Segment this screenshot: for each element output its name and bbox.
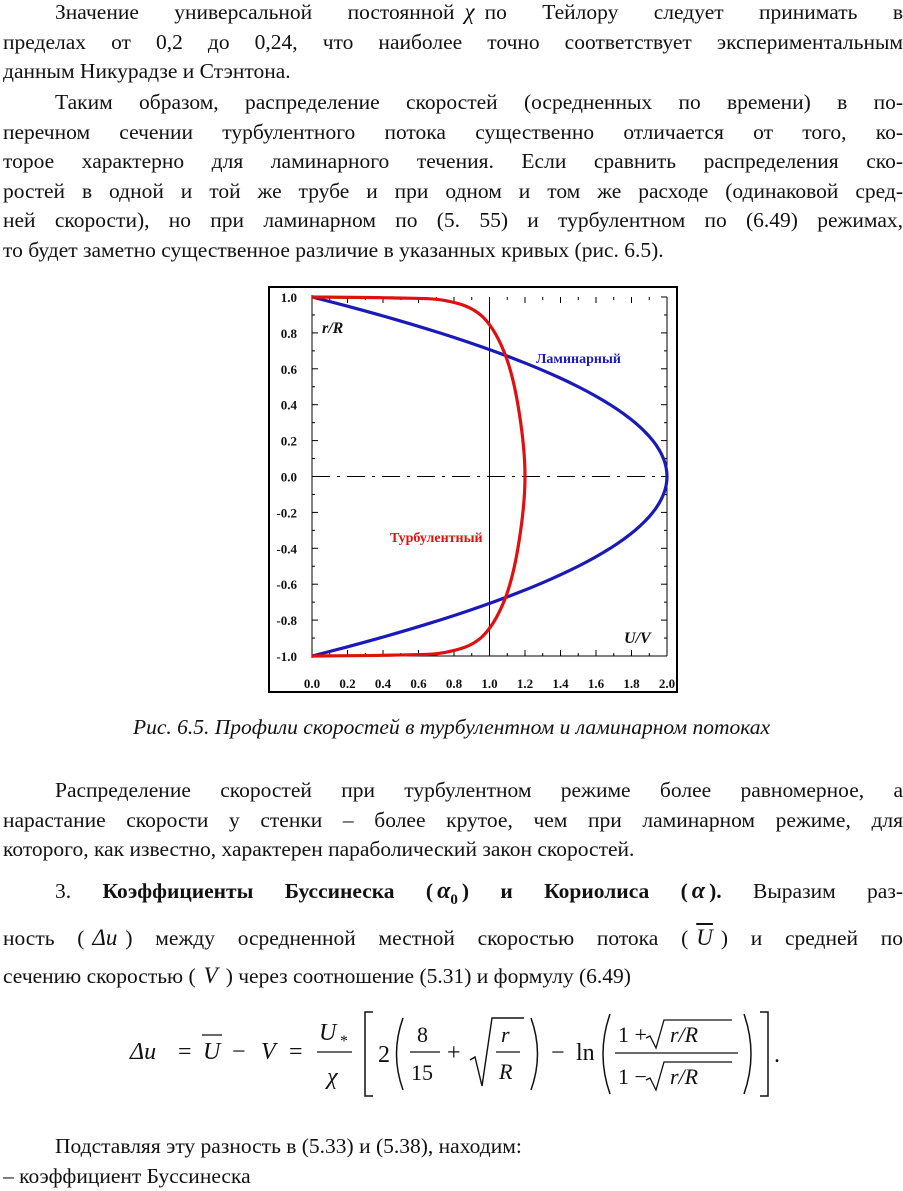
formula-ln: ln (576, 1040, 595, 1066)
formula-d15: 15 (411, 1060, 433, 1085)
x-tick-label: 0.0 (304, 676, 320, 691)
paragraph-2-line-5: ней скорости), но при ламинарном по (5. 55) и турбулентном по (6.49) режимах, (3, 206, 903, 236)
formula-r-over-R-2: r/R (670, 1064, 699, 1089)
y-tick-label: -1.0 (276, 649, 297, 664)
delta-u-symbol: Δu (92, 925, 117, 950)
paragraph-2-line-3: торое характерно для ламинарного течения. Если сравнить распределения ско- (3, 147, 903, 177)
formula-one-plus: 1 + (618, 1022, 647, 1047)
paragraph-4-line-1: 3. Коэффициенты Буссинеска ( $\alpha_0$ ) и Кориолиса ( α ). Выразим раз- (3, 873, 903, 919)
figure-caption: Рис. 6.5. Профили скоростей в турбулентном и ламинарном потоках (0, 712, 903, 742)
formula-n8: 8 (417, 1022, 428, 1047)
formula-delta-u: Δu (129, 1039, 156, 1065)
paragraph-5-line-1: Подставляя эту разность в (5.33) и (5.38), находим: (3, 1132, 903, 1162)
alpha-symbol: α (692, 878, 705, 904)
paragraph-2-line-2: перечном сечении турбулентного потока существенно отличается от того, ко- (3, 118, 903, 148)
paragraph-4 (3, 873, 903, 995)
formula-dot: . (774, 1042, 780, 1068)
v-symbol: V (204, 963, 218, 988)
legend-laminar: Ламинарный (536, 352, 621, 367)
x-tick-label: 1.6 (588, 676, 605, 691)
formula-one-minus: 1 − (618, 1064, 647, 1089)
formula-eq-1: = (178, 1039, 192, 1065)
x-tick-label: 1.0 (481, 676, 497, 691)
paragraph-1-line-1: Значение универсальной постоянной χ по Тейлору следует принимать в (3, 0, 903, 28)
legend-turbulent: Турбулентный (390, 531, 483, 546)
paragraph-5 (3, 1132, 903, 1191)
paragraph-1 (3, 0, 903, 87)
formula-chi: χ (325, 1064, 339, 1090)
x-tick-label: 0.4 (375, 676, 392, 691)
x-tick-label: 0.2 (339, 676, 355, 691)
y-tick-label: -0.4 (276, 541, 297, 556)
paragraph-1-line-3: данным Никурадзе и Стэнтона. (3, 57, 903, 87)
alpha0-symbol: $\alpha_0$ (437, 878, 458, 904)
formula-paren-right-2 (744, 1014, 751, 1094)
paragraph-4-line-2: ность ( Δu ) между осредненной местной скоростью потока ( $\overline{U}$ ) и средней по (3, 919, 903, 957)
velocity-profile-chart (260, 283, 684, 696)
paragraph-3-line-3: которого, как известно, характерен параболический закон скоростей. (3, 835, 903, 865)
chi-symbol: χ (465, 0, 475, 24)
x-tick-label: 0.8 (446, 676, 463, 691)
formula-paren-left-2 (603, 1014, 610, 1094)
paragraph-2-line-6: то будет заметно существенное различие в указанных кривых (рис. 6.5). (3, 236, 903, 266)
formula-r-1: r (501, 1022, 510, 1047)
paragraph-3-line-2: нарастание скорости у стенки – более крутое, чем при ламинарном режиме, для (3, 806, 903, 836)
formula-bracket-right (760, 1012, 768, 1096)
y-tick-label: -0.6 (276, 577, 297, 592)
formula-minus-1: − (232, 1039, 246, 1065)
formula-minus-2: − (551, 1040, 565, 1066)
formula-u-bar: U (203, 1039, 222, 1065)
formula-R-1: R (498, 1059, 513, 1084)
y-tick-label: -0.2 (276, 505, 297, 520)
paragraph-2 (3, 88, 903, 265)
formula-v: V (261, 1039, 278, 1065)
paragraph-3 (3, 776, 903, 865)
formula-plus-1: + (447, 1040, 461, 1066)
paragraph-4-line-3: сечению скоростью ( V ) через соотношение (5.31) и формулу (6.49) (3, 957, 903, 995)
x-tick-label: 0.6 (410, 676, 427, 691)
x-axis-label: U/V (624, 630, 652, 647)
x-tick-label: 2.0 (659, 676, 675, 691)
y-tick-label: 0.0 (281, 470, 297, 485)
y-tick-label: 0.4 (281, 398, 298, 413)
formula-paren-right-1 (531, 1018, 538, 1090)
formula-paren-left-1 (397, 1018, 404, 1090)
y-tick-label: 0.6 (281, 362, 298, 377)
paragraph-2-line-4: ростей в одной и той же трубе и при одном и том же расходе (одинаковой сред- (3, 177, 903, 207)
formula-r-over-R-1: r/R (670, 1022, 699, 1047)
paragraph-3-line-1: Распределение скоростей при турбулентном режиме более равномерное, а (3, 776, 903, 806)
paragraph-1-line-2: пределах от 0,2 до 0,24, что наиболее точно соответствует экспериментальным (3, 28, 903, 58)
formula-eq-2: = (289, 1039, 303, 1065)
formula-two: 2 (378, 1042, 390, 1068)
y-tick-label: -0.8 (276, 613, 297, 628)
x-tick-label: 1.8 (623, 676, 640, 691)
y-tick-label: 0.2 (281, 434, 297, 449)
paragraph-2-line-1: Таким образом, распределение скоростей (осредненных по времени) в по- (3, 88, 903, 118)
velocity-difference-formula (0, 1000, 903, 1110)
y-axis-label: r/R (322, 320, 344, 337)
formula-u-star: U (319, 1020, 338, 1046)
chart-frame (269, 287, 677, 692)
formula-star: * (340, 1033, 348, 1050)
x-tick-label: 1.2 (517, 676, 533, 691)
formula-bracket-left (365, 1012, 373, 1096)
y-tick-label: 1.0 (281, 290, 297, 305)
x-tick-label: 1.4 (552, 676, 569, 691)
paragraph-5-line-2: – коэффициент Буссинеска (3, 1162, 903, 1191)
y-tick-label: 0.8 (281, 326, 298, 341)
u-bar-symbol: $\overline{U}$ (696, 925, 713, 950)
